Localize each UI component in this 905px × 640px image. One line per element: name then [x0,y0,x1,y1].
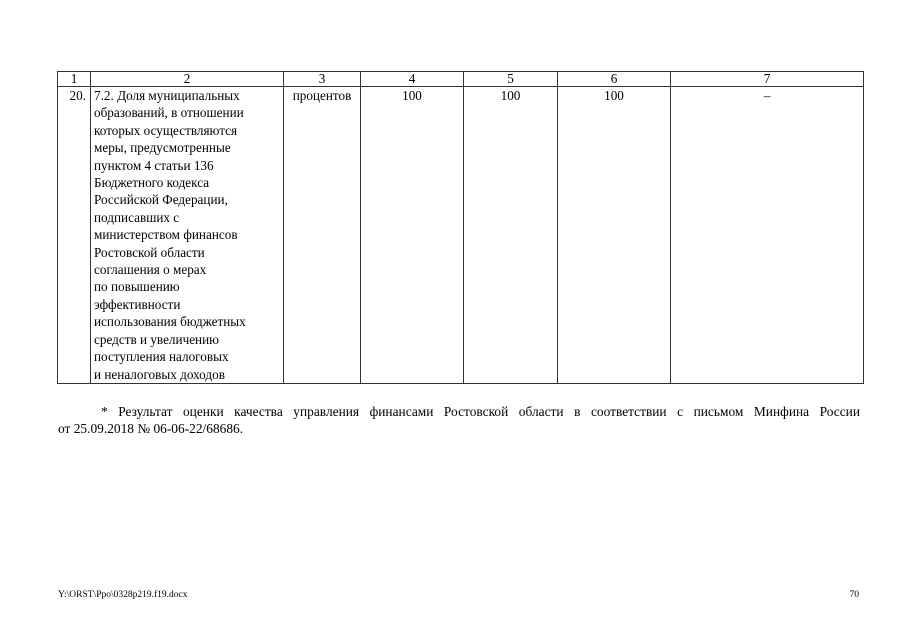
description-line: 7.2. Доля муниципальных [94,88,240,103]
page-number: 70 [849,590,859,600]
indicator-table-container [57,71,864,384]
column-header-7: 7 [671,72,864,87]
footer-file-path: Y:\ORST\Ppo\0328p219.f19.docx [58,590,188,600]
value-cell-6: 100 [558,87,671,384]
value-cell-5: 100 [464,87,558,384]
description-line: министерством финансов [94,227,238,243]
description-line: соглашения о мерах [94,262,207,278]
value-cell-4: 100 [361,87,464,384]
table-header-row [58,72,864,87]
column-header-3: 3 [284,72,361,87]
description-line: эффективности [94,296,181,312]
description-line: подписавших с [94,209,180,225]
column-header-4: 4 [361,72,464,87]
footnote-line-1: * Результат оценки качества управления финансами Ростовской области в соответствии с письмом Минфина России [101,404,860,419]
table-row [58,87,864,384]
description-line: пунктом 4 статьи 136 [94,157,214,173]
description-line: Ростовской области [94,244,205,260]
value-cell-7: – [671,87,864,384]
description-line: которых осуществляются [94,122,238,138]
footnote-line-2: от 25.09.2018 № 06-06-22/68686. [58,421,244,437]
column-header-2: 2 [91,72,284,87]
footnote [58,403,860,438]
row-number: 20. [58,87,91,384]
description-line: и неналоговых доходов [94,366,225,382]
description-line: поступления налоговых [94,349,229,365]
description-line: средств и увеличению [94,331,220,347]
description-line: использования бюджетных [94,314,246,330]
indicator-table [57,71,864,384]
column-header-6: 6 [558,72,671,87]
unit-cell: процентов [284,87,361,384]
description-line: образований, в отношении [94,105,244,121]
description-line: Бюджетного кодекса [94,175,210,191]
column-header-1: 1 [58,72,91,87]
description-line: по повышению [94,279,180,295]
description-line: Российской Федерации, [94,192,228,208]
column-header-5: 5 [464,72,558,87]
indicator-description [91,87,284,384]
description-line: меры, предусмотренные [94,140,231,156]
